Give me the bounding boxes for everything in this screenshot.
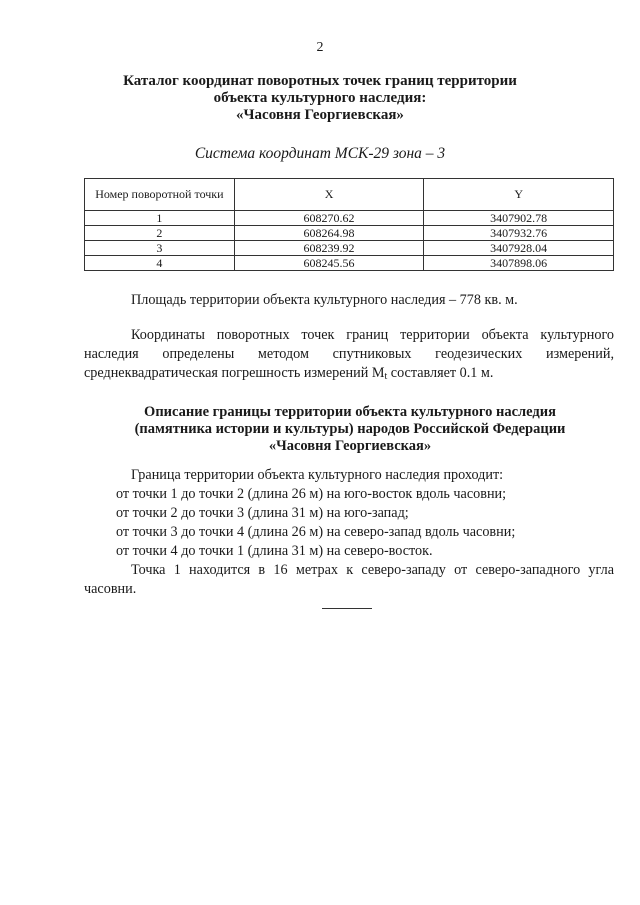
table-row — [85, 241, 614, 256]
y-cell: 3407898.06 — [424, 256, 614, 271]
boundary-description — [84, 466, 614, 599]
x-cell: 608264.98 — [234, 226, 424, 241]
catalog-title-line-2: объекта культурного наследия: — [213, 90, 427, 106]
x-cell: 608239.92 — [234, 241, 424, 256]
catalog-title-line-3: «Часовня Георгиевская» — [236, 107, 404, 123]
description-heading-line-3: «Часовня Георгиевская» — [268, 438, 432, 454]
description-line: Граница территории объекта культурного наследия проходит: — [131, 467, 504, 483]
description-line: от точки 3 до точки 4 (длина 26 м) на северо-запад вдоль часовни; — [116, 524, 516, 540]
point-number-cell: 1 — [85, 211, 235, 226]
method-subscript: t — [384, 371, 388, 382]
header-x: X — [234, 179, 424, 211]
catalog-title — [60, 73, 580, 124]
table-header-row — [85, 179, 614, 211]
method-statement — [84, 326, 614, 386]
table-row — [85, 211, 614, 226]
end-divider — [322, 608, 372, 609]
y-cell: 3407902.78 — [424, 211, 614, 226]
table-row — [85, 256, 614, 271]
area-statement: Площадь территории объекта культурного наследия – 778 кв. м. — [131, 292, 518, 308]
table-row — [85, 226, 614, 241]
catalog-title-line-1: Каталог координат поворотных точек границ территории — [123, 73, 517, 89]
coordinates-table — [84, 178, 614, 271]
description-line: от точки 2 до точки 3 (длина 31 м) на юго-запад; — [116, 505, 409, 521]
page-number: 2 — [316, 40, 324, 55]
coordinate-system: Система координат МСК-29 зона – 3 — [194, 145, 446, 162]
point-number-cell: 4 — [85, 256, 235, 271]
description-line: от точки 1 до точки 2 (длина 26 м) на юго-восток вдоль часовни; — [116, 486, 507, 502]
description-heading-line-2: (памятника истории и культуры) народов Российской Федерации — [134, 421, 566, 437]
description-heading — [80, 404, 620, 455]
point-number-cell: 3 — [85, 241, 235, 256]
description-heading-line-1: Описание границы территории объекта культурного наследия — [144, 404, 556, 420]
description-line: от точки 4 до точки 1 (длина 31 м) на северо-восток. — [116, 543, 433, 559]
description-final: Точка 1 находится в 16 метрах к северо-западу от северо-западного угла часовни. — [84, 562, 614, 597]
method-text-end: составляет 0.1 м. — [387, 365, 494, 381]
y-cell: 3407932.76 — [424, 226, 614, 241]
header-y: Y — [424, 179, 614, 211]
method-text: Координаты поворотных точек границ территории объекта культурного наследия определены методом спутниковых геодезических измерений, среднеквадратическая погрешность измерений M — [84, 327, 614, 381]
y-cell: 3407928.04 — [424, 241, 614, 256]
point-number-cell: 2 — [85, 226, 235, 241]
x-cell: 608245.56 — [234, 256, 424, 271]
header-point-number: Номер поворотной точки — [85, 179, 235, 211]
x-cell: 608270.62 — [234, 211, 424, 226]
